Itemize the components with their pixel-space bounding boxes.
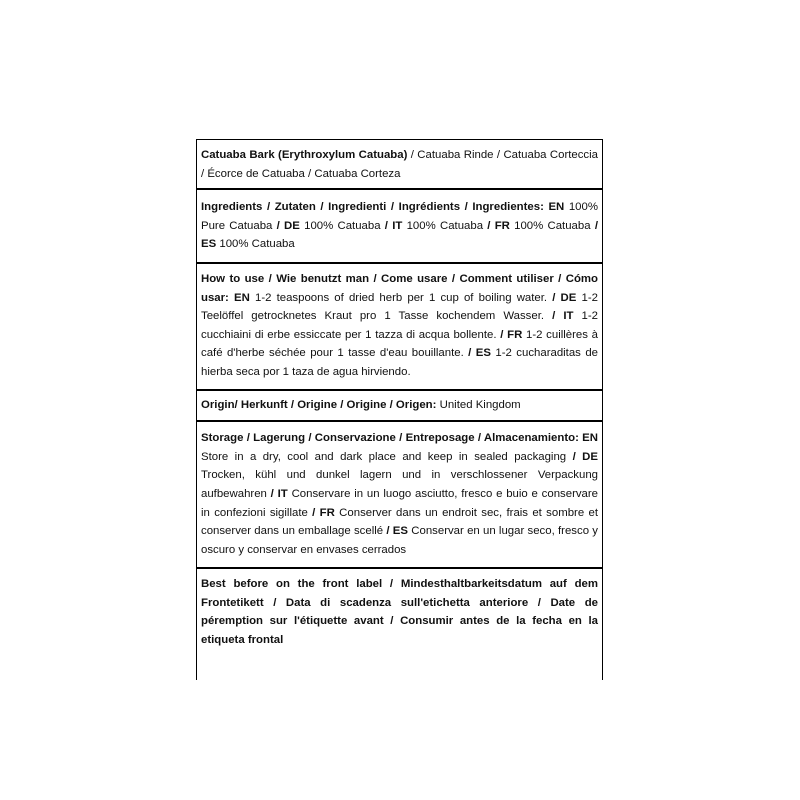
usage-it-text: 1-2 cucchiaini di erbe essiccate per 1 tazza di acqua bollente. [201, 310, 598, 341]
best-before-text: Best before on the front label / Mindesthaltbarkeitsdatum auf dem Frontetikett / Data di scadenza sull'etichetta anteriore / Date de péremption sur l'étiquette avant / Consumir antes de la fecha en la etiqueta frontal [201, 578, 598, 647]
product-title-translations: / Catuaba Rinde / Catuaba Corteccia / Écorce de Catuaba / Catuaba Corteza [201, 149, 598, 180]
usage-en-code: EN [228, 291, 250, 304]
storage-de-text: Trocken, kühl und dunkel lagern und in verschlossener Verpackung aufbewahren [201, 469, 598, 500]
product-title-bold: Catuaba Bark (Erythroxylum Catuaba) [201, 149, 408, 161]
usage-es-code: / ES [468, 347, 491, 360]
storage-en-text: Store in a dry, cool and dark place and keep in sealed packaging [201, 450, 573, 463]
usage-it-code: / IT [552, 310, 574, 323]
usage-section [197, 262, 602, 389]
usage-fr-text: 1-2 cuillères à café d'herbe séchée pour 1 tasse d'eau bouillante. [201, 328, 598, 360]
usage-fr-code: / FR [500, 328, 523, 341]
storage-de-code: / DE [572, 450, 598, 463]
storage-heading: Storage / Lagerung / Conservazione / Entreposage / Almacenamiento: [201, 432, 579, 445]
ingredients-en-text: 100% Pure Catuaba [201, 201, 598, 232]
storage-es-code: / ES [386, 525, 408, 538]
product-label [196, 139, 603, 680]
ingredients-it-text: 100% Catuaba [402, 219, 488, 232]
origin-heading: Origin/ Herkunft / Origine / Origine / Origen: [201, 398, 437, 411]
ingredients-fr-code: / FR [487, 219, 510, 232]
usage-es-text: 1-2 cucharaditas de hierba seca por 1 taza de agua hirviendo. [201, 347, 598, 378]
usage-en-text: 1-2 teaspoons of dried herb per 1 cup of boiling water. [249, 291, 553, 304]
ingredients-de-code: / DE [276, 219, 300, 232]
origin-section [197, 389, 602, 421]
storage-it-code: / IT [270, 487, 288, 500]
origin-value: United Kingdom [436, 398, 521, 411]
usage-de-code: / DE [552, 291, 577, 304]
storage-fr-text: Conserver dans un endroit sec, frais et sombre et conserver dans un emballage scellé [201, 506, 598, 538]
usage-de-text: 1-2 Teelöffel getrocknetes Kraut pro 1 Tasse kochendem Wasser. [201, 291, 598, 323]
usage-heading: How to use / Wie benutzt man / Come usare / Comment utiliser / Cómo usar: [201, 272, 598, 304]
ingredients-es-text: 100% Catuaba [216, 238, 295, 251]
ingredients-es-code: / ES [201, 219, 598, 251]
ingredients-de-text: 100% Catuaba [299, 219, 385, 232]
best-before-section [197, 567, 602, 649]
ingredients-section [197, 188, 602, 262]
storage-en-code: EN [578, 432, 598, 445]
storage-section [197, 420, 602, 567]
product-title-section [197, 140, 602, 188]
ingredients-it-code: / IT [384, 219, 403, 232]
ingredients-heading: Ingredients / Zutaten / Ingredienti / Ingrédients / Ingredientes: [201, 201, 544, 214]
storage-fr-code: / FR [312, 506, 335, 519]
storage-it-text: Conservare in un luogo asciutto, fresco e buio e conservare in confezioni sigillate [201, 487, 599, 519]
ingredients-fr-text: 100% Catuaba [509, 219, 595, 232]
ingredients-en-code: EN [543, 201, 565, 214]
storage-es-text: Conservar en un lugar seco, fresco y oscuro y conservar en envases cerrados [201, 525, 598, 556]
